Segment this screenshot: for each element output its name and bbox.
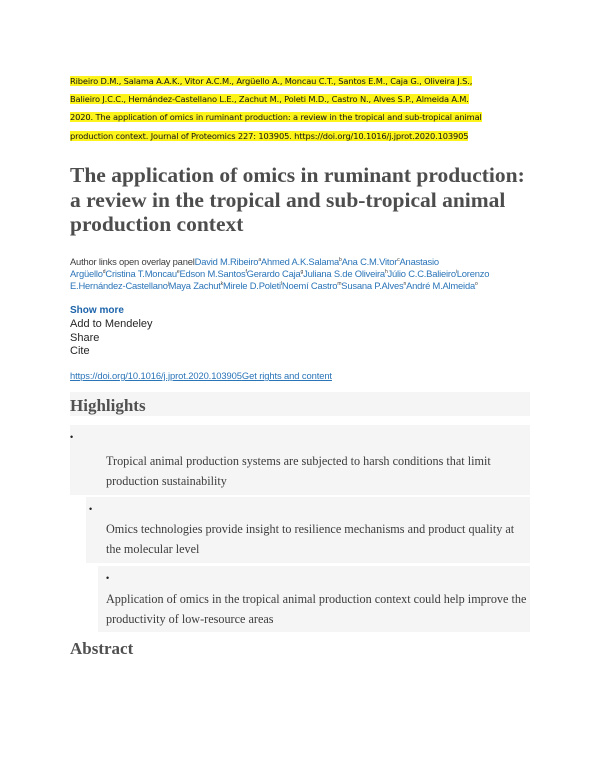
affiliation-mark: c [397,256,400,263]
author-link[interactable]: Maya Zachut [168,280,221,292]
citation-line: Ribeiro D.M., Salama A.A.K., Vitor A.C.M., Argüello A., Moncau C.T., Santos E.M., Caja G., Oliveira J.S., [70,76,473,86]
affiliation-mark: o [474,281,478,288]
highlight-item: Tropical animal production systems are subjected to harsh conditions that limit production sustainability [106,454,491,488]
author-link[interactable]: Gerardo Caja [246,268,301,280]
author-list [70,256,500,293]
author-link[interactable]: David M.Ribeiro [194,256,259,267]
affiliation-mark: d [102,269,106,276]
highlights-heading: Highlights [70,396,146,415]
author-links-prefix: Author links open overlay panel [70,256,195,267]
author-link[interactable]: Cristina T.Moncau [105,268,177,280]
affiliation-mark: j [167,281,169,288]
cite-button[interactable]: Cite [70,345,90,357]
author-link[interactable]: Juliana S.de Oliveira [303,268,385,280]
citation-block [70,71,530,144]
affiliation-mark: k [220,281,223,288]
author-link[interactable]: Anastasio Argüello [70,256,439,280]
author-link[interactable]: Júlio C.C.Balieiro [387,268,456,280]
author-link[interactable]: Ana C.M.Vitor [341,256,398,267]
author-link[interactable]: Edson M.Santos [179,268,246,280]
affiliation-mark: a [258,256,261,263]
affiliation-mark: b [339,256,342,263]
author-link[interactable]: Mirele D.Poleti [222,280,281,292]
rights-link[interactable]: Get rights and content [241,370,332,381]
bullet-icon: • [70,432,74,442]
affiliation-mark: g [300,269,304,276]
author-link[interactable]: Lorenzo E.Hernández-Castellano [70,268,490,292]
bullet-icon: • [89,504,93,514]
affiliation-mark: h [384,269,388,276]
highlight-item: Application of omics in the tropical animal production context could help improve the productivity of low-resource areas [106,592,527,626]
author-link[interactable]: André M.Almeida [406,280,475,292]
affiliation-mark: f [245,269,247,276]
author-link[interactable]: Noemí Castro [281,280,338,292]
affiliation-mark: n [403,281,407,288]
add-to-mendeley-button[interactable]: Add to Mendeley [70,318,153,330]
affiliation-mark: l [280,281,282,288]
doi-link[interactable]: https://doi.org/10.1016/j.jprot.2020.103905 [70,370,242,381]
article-actions [70,318,153,359]
citation-line: Balieiro J.C.C., Hernández-Castellano L.E., Zachut M., Poleti M.D., Castro N., Alves S.P., Almeida A.M. [70,94,469,105]
citation-line: production context. Journal of Proteomics 227: 103905. https://doi.org/10.1016/j.jprot.2020.103905 [70,130,469,141]
abstract-heading: Abstract [70,639,134,658]
citation-line: 2020. The application of omics in ruminant production: a review in the tropical and sub-tropical animal [70,112,482,123]
highlight-item: Omics technologies provide insight to resilience mechanisms and product quality at the molecular level [106,522,515,556]
share-button[interactable]: Share [70,331,100,344]
article-title: The application of omics in ruminant production: a review in the tropical and sub-tropical animal production context [70,163,525,237]
affiliation-mark: e [176,269,180,276]
author-link[interactable]: Ahmed A.K.Salama [260,256,339,267]
bullet-icon: • [106,573,110,583]
affiliation-mark: m [337,281,342,288]
author-link[interactable]: Susana P.Alves [341,280,404,292]
show-more-button[interactable]: Show more [70,305,124,316]
affiliation-mark: i [455,269,457,276]
doi-line [70,370,332,381]
